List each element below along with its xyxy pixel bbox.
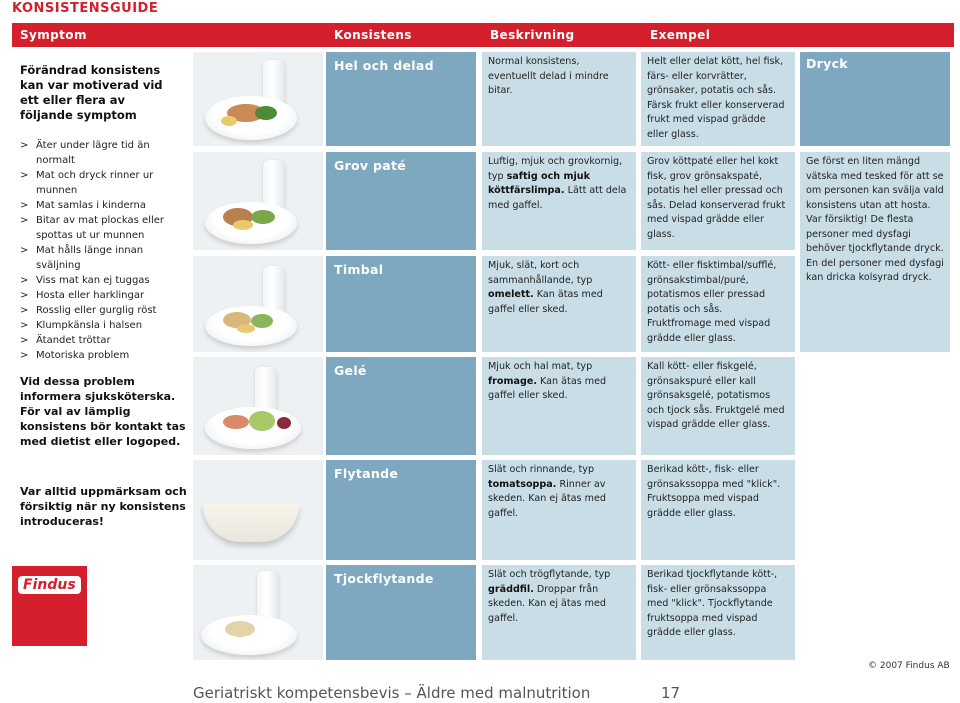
consistency-grov-pate	[326, 152, 476, 250]
example-cell: Berikad kött-, fisk- eller grönsakssoppa med "klick". Fruktsoppa med vispad grädde eller glass.	[641, 460, 795, 560]
symptom-item: > Rosslig eller gurglig röst	[20, 303, 185, 318]
food-photo-timbal	[193, 256, 323, 352]
example-cell: Kall kött- eller fiskgelé, grönsakspuré eller kall grönsaksgelé, potatismos och tjock sås. Fruktgelé med vispad grädde eller glass.	[641, 357, 795, 455]
food-photo-gele	[193, 357, 323, 455]
example-cell: Kött- eller fisktimbal/sufflé, grönsakstimbal/puré, potatismos eller pressad potatis och sås. Fruktfromage med vispad grädde eller glass.	[641, 256, 795, 352]
consistency-label: Tjockflytande	[334, 571, 434, 586]
consistency-timbal	[326, 256, 476, 352]
symptom-item: > Motoriska problem	[20, 348, 185, 363]
food-photo-hel	[193, 52, 323, 146]
symptom-item: > Mat hålls länge innan sväljning	[20, 243, 185, 273]
description-cell: Normal konsistens, eventuellt delad i mindre bitar.	[482, 52, 636, 146]
symptom-heading: Förändrad konsistens kan var motiverad vid ett eller flera av följande symptom	[20, 63, 163, 122]
description-cell: Slät och rinnande, typ tomatsoppa. Rinner av skeden. Kan ej ätas med gaffel.	[482, 460, 636, 560]
glass-icon	[257, 571, 279, 619]
symptom-list	[20, 138, 185, 363]
symptom-item: > Viss mat kan ej tuggas	[20, 273, 185, 288]
consistency-label: Hel och delad	[334, 58, 434, 73]
food-photo-grov-pate	[193, 152, 323, 250]
symptom-item: > Äter under lägre tid än normalt	[20, 138, 185, 168]
header-bar	[12, 23, 954, 47]
symptom-item: > Hosta eller harklingar	[20, 288, 185, 303]
example-cell: Grov köttpaté eller hel kokt fisk, grov grönsakspaté, potatis hel eller pressad och sås. Delad konserverad frukt med vispad grädde eller glass.	[641, 152, 795, 250]
consistency-label: Gelé	[334, 363, 367, 378]
description-cell: Mjuk och hal mat, typ fromage. Kan ätas med gaffel eller sked.	[482, 357, 636, 455]
berry-icon	[277, 417, 291, 429]
example-cell: Helt eller delat kött, hel fisk, färs- eller korvrätter, grönsaker, potatis och sås. Färsk frukt eller konserverad frukt med vispad grädde eller glass.	[641, 52, 795, 146]
example-cell: Berikad tjockflytande kött-, fisk- eller grönsakssoppa med "klick". Tjockflytande fruktsoppa med vispad grädde eller glass.	[641, 565, 795, 660]
symptom-item: > Klumpkänsla i halsen	[20, 318, 185, 333]
consistency-hel-och-delad	[326, 52, 476, 146]
description-cell: Slät och trögflytande, typ gräddfil. Droppar från skeden. Kan ej ätas med gaffel.	[482, 565, 636, 660]
potato-icon	[233, 220, 253, 230]
consistency-gele	[326, 357, 476, 455]
symptom-item: > Mat samlas i kinderna	[20, 198, 185, 213]
bowl-icon	[203, 504, 299, 542]
vegetable-icon	[249, 411, 275, 431]
consistency-label: Timbal	[334, 262, 384, 277]
vegetable-icon	[255, 106, 277, 120]
symptom-note-nurse: Vid dessa problem informera sjuksköterska. För val av lämplig konsistens bör kontakt tas med dietist eller logoped.	[20, 375, 186, 448]
consistency-tjockflytande	[326, 565, 476, 660]
symptom-item: > Mat och dryck rinner ur munnen	[20, 168, 185, 198]
page-number: 17	[661, 684, 681, 702]
symptom-item: > Ätandet tröttar	[20, 333, 185, 348]
findus-logo	[12, 566, 87, 646]
drink-label: Dryck	[806, 56, 848, 71]
symptom-note-caution: Var alltid uppmärksam och försiktig när ny konsistens introduceras!	[20, 485, 187, 528]
gele-icon	[223, 415, 249, 429]
potato-icon	[237, 324, 255, 333]
food-photo-flytande	[193, 460, 323, 560]
potato-icon	[221, 116, 237, 126]
col-head-konsistens: Konsistens	[334, 28, 412, 42]
soup-icon	[225, 621, 255, 637]
findus-logo-text: Findus	[18, 576, 81, 594]
description-cell: Luftig, mjuk och grovkornig, typ saftig och mjuk köttfärslimpa. Lätt att dela med gaffel.	[482, 152, 636, 250]
consistency-flytande	[326, 460, 476, 560]
guide-title: KONSISTENSGUIDE	[12, 1, 159, 16]
footer-text: Geriatriskt kompetensbevis – Äldre med malnutrition	[193, 684, 591, 702]
col-head-symptom: Symptom	[20, 28, 87, 42]
drink-text-cell: Ge först en liten mängd vätska med tesked för att se om personen kan svälja vald konsistens utan att hosta. Var försiktig! De flesta personer med dysfagi behöver tjockflytande dryck. En del personer med dysfagi kan dricka kolsyrad dryck.	[800, 152, 950, 352]
food-photo-tjockflytande	[193, 565, 323, 660]
col-head-beskrivning: Beskrivning	[490, 28, 575, 42]
col-head-exempel: Exempel	[650, 28, 711, 42]
vegetable-icon	[251, 210, 275, 224]
description-cell: Mjuk, slät, kort och sammanhållande, typ omelett. Kan ätas med gaffel eller sked.	[482, 256, 636, 352]
copyright: © 2007 Findus AB	[868, 661, 950, 671]
consistency-label: Flytande	[334, 466, 399, 481]
consistency-label: Grov paté	[334, 158, 407, 173]
symptom-item: > Bitar av mat plockas eller spottas ut ur munnen	[20, 213, 185, 243]
